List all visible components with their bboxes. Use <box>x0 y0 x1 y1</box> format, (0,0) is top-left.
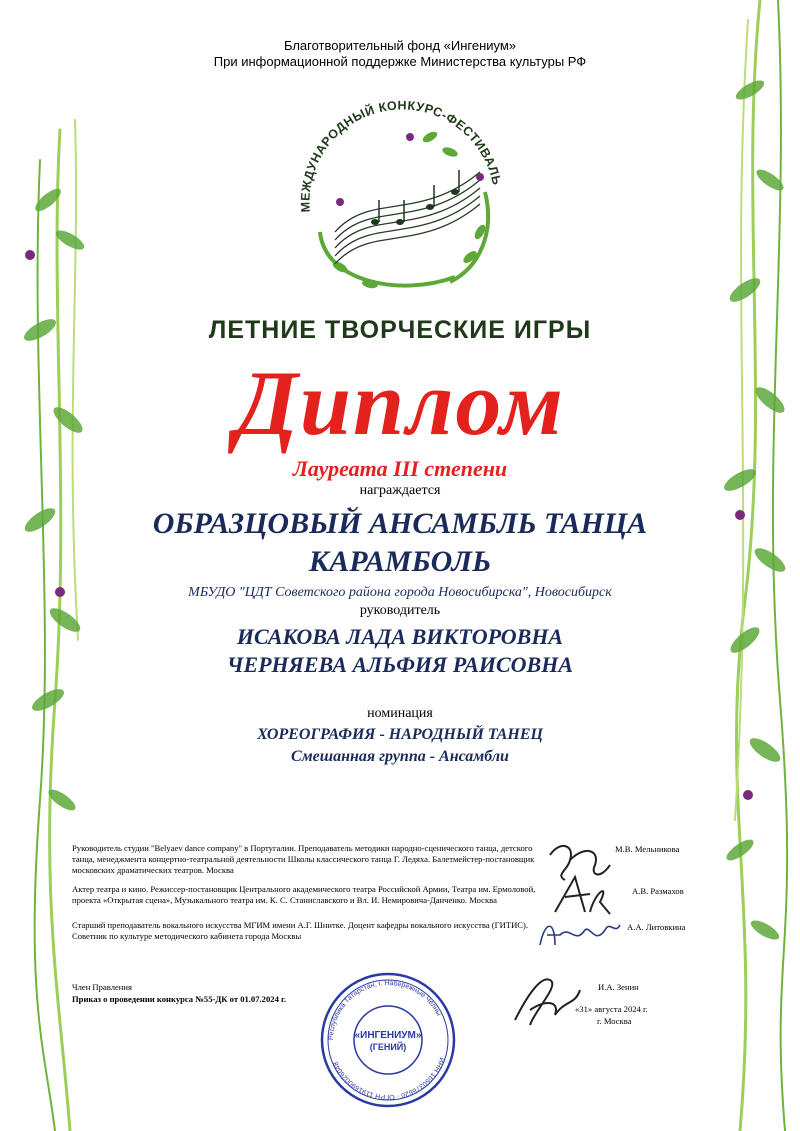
leader-name-1: ИСАКОВА ЛАДА ВИКТОРОВНА <box>236 624 564 649</box>
nomination-line-1: ХОРЕОГРАФИЯ - НАРОДНЫЙ ТАНЕЦ <box>257 726 543 743</box>
stamp-center-line-2: (ГЕНИЙ) <box>369 1042 407 1052</box>
event-name: ЛЕТНИЕ ТВОРЧЕСКИЕ ИГРЫ <box>208 316 592 344</box>
awarded-label: награждается <box>359 483 441 498</box>
jury-description-1: Руководитель студии "Belyaev dance company" в Португалии. Преподаватель методики народно-сценического танца, детского танца, менеджмента концертно-театральной деятельности Школы классического танца Г. Ледяха. Балетмейстер-постановщик московских драматических театров. Москва <box>72 843 535 875</box>
sponsor-line-2: При информационной поддержке Министерства культуры РФ <box>213 54 587 69</box>
organization-stamp <box>318 970 458 1110</box>
diploma-degree: Лауреата III степени <box>292 456 508 481</box>
signature-litovkina <box>535 910 625 955</box>
board-member-label: Член Правления <box>72 982 132 992</box>
jury-name-2: А.В. Размахов <box>632 886 684 896</box>
stamp-ring-text: Республика Татарстан, г. Набережные Челны <box>327 979 443 1041</box>
jury-description-3: Старший преподаватель вокального искусства МГИМ имени А.Г. Шнитке. Доцент кафедры вокального искусства (ГИТИС). Советник по культуре методического кабинета города Москвы <box>72 920 529 941</box>
chair-name: И.А. Зенин <box>598 982 639 992</box>
stamp-center-line-1: «ИНГЕНИУМ» <box>354 1030 422 1041</box>
jury-name-3: А.А. Литовкина <box>627 922 686 932</box>
logo-arc-text: МЕЖДУНАРОДНЫЙ КОНКУРС-ФЕСТИВАЛЬ <box>298 98 504 213</box>
issue-city: г. Москва <box>597 1016 632 1026</box>
jury-name-1: М.В. Мельникова <box>615 844 680 854</box>
recipient-line-2: КАРАМБОЛЬ <box>308 545 492 578</box>
sponsor-line-1: Благотворительный фонд «Ингениум» <box>283 38 517 53</box>
diploma-title: Диплом <box>235 352 565 454</box>
recipient-organization: МБУДО "ЦДТ Советского района города Новосибирска", Новосибирск <box>188 585 612 600</box>
nomination-line-2: Смешанная группа - Ансамбли <box>291 748 509 765</box>
festival-logo <box>280 82 520 312</box>
signature-zenin <box>505 970 585 1035</box>
stamp-ring-text-2: ИНН 1650376620 · ОГРН 1191690026048 <box>332 1056 446 1101</box>
leader-label: руководитель <box>359 603 441 618</box>
svg-text:МЕЖДУНАРОДНЫЙ КОНКУРС-ФЕСТИВАЛ <box>298 98 504 212</box>
jury-description-2: Актер театра и кино. Режиссер-постановщик Центрального академического театра Российской Армии, Театра им. Ермоловой, проекта «Открытая сцена», Музыкального театра им. К. С. Станиславского и Вл. И. Немировича-Данченко. Москва <box>72 884 536 905</box>
issue-date: «31» августа 2024 г. <box>575 1004 648 1014</box>
recipient-line-1: ОБРАЗЦОВЫЙ АНСАМБЛЬ ТАНЦА <box>152 507 648 540</box>
leader-name-2: ЧЕРНЯЕВА АЛЬФИЯ РАИСОВНА <box>226 652 574 677</box>
nomination-label: номинация <box>367 706 433 721</box>
order-text: Приказ о проведении конкурса №55-ДК от 01.07.2024 г. <box>72 994 287 1004</box>
